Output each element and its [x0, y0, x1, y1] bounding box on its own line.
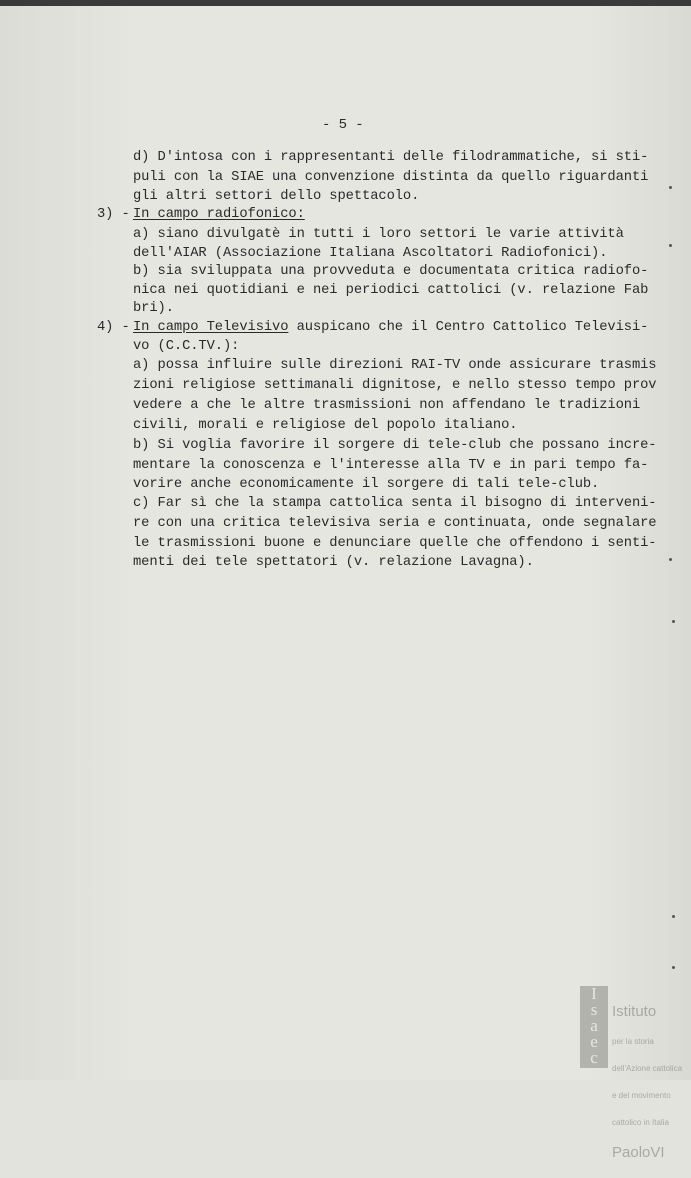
section-4-heading-line — [133, 320, 648, 336]
text-line: re con una critica televisiva seria e continuata, onde segnalare — [133, 516, 657, 531]
text-line: nica nei quotidiani e nei periodici cattolici (v. relazione Fab — [133, 283, 649, 298]
text-line: b) Si voglia favorire il sorgere di tele-club che possano incre- — [133, 438, 657, 453]
text-line: puli con la SIAE una convenzione distinta da quello riguardanti — [133, 170, 649, 185]
text-line: civili, morali e religiose del popolo italiano. — [133, 418, 518, 433]
logo-monogram: I s a e c — [580, 986, 608, 1068]
text-line: le trasmissioni buone e denunciare quelle che offendono i senti- — [133, 536, 657, 551]
text-line: gli altri settori dello spettacolo. — [133, 189, 420, 204]
section-3-heading: In campo radiofonico: — [133, 207, 305, 222]
text-line: vedere a che le altre trasmissioni non affendano le tradizioni — [133, 398, 641, 413]
text-line: d) D'intosa con i rappresentanti delle filodrammatiche, si sti- — [133, 150, 649, 165]
scan-speck — [672, 620, 675, 623]
section-4-heading: In campo Televisivo — [133, 320, 289, 335]
scan-speck — [669, 186, 672, 189]
text-line: menti dei tele spettatori (v. relazione Lavagna). — [133, 555, 534, 570]
text-line: zioni religiose settimanali dignitose, e nello stesso tempo prov — [133, 378, 657, 393]
scan-speck — [672, 915, 675, 918]
text-line: a) possa influire sulle direzioni RAI-TV onde assicurare trasmis — [133, 358, 657, 373]
logo-text: Istituto per la storia dell'Azione cattolica e del movimento cattolico in Italia PaoloVI — [612, 1003, 683, 1161]
text-line: c) Far sì che la stampa cattolica senta il bisogno di interveni- — [133, 496, 657, 511]
text-line: dell'AIAR (Associazione Italiana Ascoltatori Radiofonici). — [133, 246, 608, 261]
text-line: vo (C.C.TV.): — [133, 339, 240, 354]
text-line: vorire anche economicamente il sorgere di tali tele-club. — [133, 477, 600, 492]
scan-speck — [669, 558, 672, 561]
scan-speck — [672, 966, 675, 969]
text-line: auspicano che il Centro Cattolico Televisi- — [288, 320, 649, 335]
scan-speck — [669, 244, 672, 247]
watermark-logo — [580, 984, 690, 1161]
text-line: a) siano divulgatè in tutti i loro settori le varie attività — [133, 227, 624, 242]
text-line: mentare la conoscenza e l'interesse alla TV e in pari tempo fa- — [133, 458, 649, 473]
page-number: - 5 - — [322, 117, 364, 133]
section-3-number: 3) - — [97, 207, 130, 222]
section-4-number: 4) - — [97, 320, 130, 335]
text-line: bri). — [133, 301, 174, 316]
text-line: b) sia sviluppata una provveduta e documentata critica radiofo- — [133, 264, 649, 279]
